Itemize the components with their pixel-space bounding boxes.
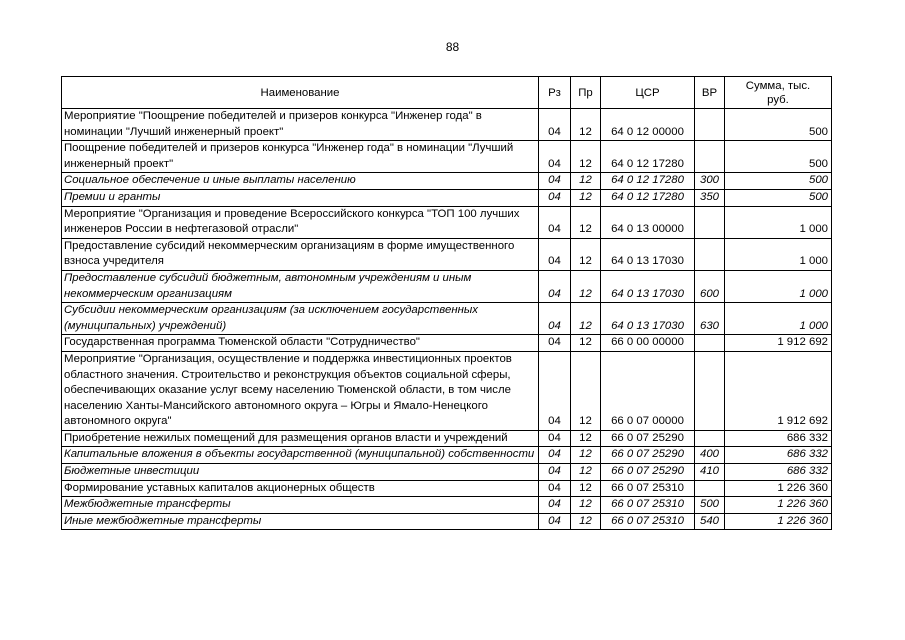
table-row: [62, 109, 832, 141]
row-csr: 64 0 12 00000: [601, 109, 695, 141]
row-vr: 410: [695, 464, 725, 481]
row-rz: 04: [539, 447, 571, 464]
row-sum: 1 000: [725, 303, 832, 335]
row-csr: 64 0 13 17030: [601, 303, 695, 335]
row-pr: 12: [571, 335, 601, 352]
page-number: 88: [445, 40, 460, 54]
row-rz: 04: [539, 206, 571, 238]
row-pr: 12: [571, 303, 601, 335]
row-pr: 12: [571, 497, 601, 514]
row-name: Капитальные вложения в объекты государственной (муниципальной) собственности: [62, 447, 539, 464]
row-name: Поощрение победителей и призеров конкурса "Инженер года" в номинации "Лучший инженерный проект": [62, 141, 539, 173]
row-sum: 500: [725, 109, 832, 141]
row-csr: 64 0 13 17030: [601, 238, 695, 270]
row-csr: 64 0 12 17280: [601, 141, 695, 173]
row-pr: 12: [571, 480, 601, 497]
table-row: [62, 238, 832, 270]
row-sum: 686 332: [725, 464, 832, 481]
row-vr: 600: [695, 270, 725, 302]
row-name: Мероприятие "Организация и проведение Всероссийского конкурса "ТОП 100 лучших инженеров России в нефтегазовой отрасли": [62, 206, 539, 238]
row-sum: 686 332: [725, 447, 832, 464]
row-vr: [695, 351, 725, 430]
row-sum: 1 912 692: [725, 335, 832, 352]
row-vr: [695, 238, 725, 270]
row-rz: 04: [539, 335, 571, 352]
row-rz: 04: [539, 497, 571, 514]
row-rz: 04: [539, 141, 571, 173]
row-name: Премии и гранты: [62, 189, 539, 206]
row-vr: [695, 335, 725, 352]
table-header-row: [62, 77, 832, 109]
table-row: [62, 430, 832, 447]
row-name: Межбюджетные трансферты: [62, 497, 539, 514]
row-vr: 400: [695, 447, 725, 464]
row-rz: 04: [539, 238, 571, 270]
table-row: [62, 141, 832, 173]
row-pr: 12: [571, 206, 601, 238]
row-name: Бюджетные инвестиции: [62, 464, 539, 481]
row-pr: 12: [571, 238, 601, 270]
row-sum: 500: [725, 189, 832, 206]
table-row: [62, 513, 832, 530]
table-row: [62, 189, 832, 206]
row-rz: 04: [539, 270, 571, 302]
row-pr: 12: [571, 513, 601, 530]
table-row: [62, 464, 832, 481]
row-csr: 64 0 12 17280: [601, 189, 695, 206]
row-vr: 630: [695, 303, 725, 335]
row-rz: 04: [539, 173, 571, 190]
row-csr: 66 0 00 00000: [601, 335, 695, 352]
row-name: Предоставление субсидий бюджетным, автономным учреждениям и иным некоммерческим организациям: [62, 270, 539, 302]
row-sum: 1 912 692: [725, 351, 832, 430]
table-row: [62, 497, 832, 514]
row-rz: 04: [539, 189, 571, 206]
row-vr: [695, 109, 725, 141]
row-sum: 500: [725, 141, 832, 173]
row-pr: 12: [571, 447, 601, 464]
row-vr: 350: [695, 189, 725, 206]
row-rz: 04: [539, 464, 571, 481]
row-pr: 12: [571, 430, 601, 447]
row-pr: 12: [571, 270, 601, 302]
row-name: Иные межбюджетные трансферты: [62, 513, 539, 530]
row-rz: 04: [539, 109, 571, 141]
row-name: Мероприятие "Поощрение победителей и призеров конкурса "Инженер года" в номинации "Лучший инженерный проект": [62, 109, 539, 141]
row-vr: [695, 141, 725, 173]
budget-table: [61, 76, 832, 530]
row-name: Мероприятие "Организация, осуществление и поддержка инвестиционных проектов областного значения. Строительство и реконструкция объектов социальной сферы, обеспечивающих оказание услуг всему населению Тюменской области, в том числе населению Ханты-Мансийского автономного округа – Югры и Ямало-Ненецкого автономного округа": [62, 351, 539, 430]
table-row: [62, 173, 832, 190]
row-name: Субсидии некоммерческим организациям (за исключением государственных (муниципальных) учреждений): [62, 303, 539, 335]
row-rz: 04: [539, 351, 571, 430]
table-row: [62, 303, 832, 335]
row-csr: 64 0 13 17030: [601, 270, 695, 302]
row-csr: 66 0 07 25290: [601, 430, 695, 447]
row-csr: 66 0 07 25310: [601, 497, 695, 514]
row-csr: 66 0 07 25290: [601, 464, 695, 481]
row-csr: 66 0 07 25290: [601, 447, 695, 464]
row-name: Государственная программа Тюменской области "Сотрудничество": [62, 335, 539, 352]
table-row: [62, 351, 832, 430]
row-sum: 500: [725, 173, 832, 190]
row-sum: 1 226 360: [725, 480, 832, 497]
row-sum: 1 000: [725, 270, 832, 302]
row-sum: 686 332: [725, 430, 832, 447]
row-pr: 12: [571, 464, 601, 481]
row-name: Формирование уставных капиталов акционерных обществ: [62, 480, 539, 497]
row-vr: [695, 206, 725, 238]
header-pr: Пр: [571, 77, 601, 109]
row-csr: 64 0 13 00000: [601, 206, 695, 238]
row-sum: 1 226 360: [725, 497, 832, 514]
row-sum: 1 000: [725, 238, 832, 270]
row-rz: 04: [539, 480, 571, 497]
row-sum: 1 000: [725, 206, 832, 238]
row-rz: 04: [539, 513, 571, 530]
table-row: [62, 270, 832, 302]
row-vr: [695, 430, 725, 447]
row-csr: 64 0 12 17280: [601, 173, 695, 190]
header-rz: Рз: [539, 77, 571, 109]
row-pr: 12: [571, 351, 601, 430]
row-pr: 12: [571, 109, 601, 141]
table-body: [62, 109, 832, 530]
row-name: Социальное обеспечение и иные выплаты населению: [62, 173, 539, 190]
table-row: [62, 480, 832, 497]
row-pr: 12: [571, 141, 601, 173]
header-name: Наименование: [62, 77, 539, 109]
table-row: [62, 206, 832, 238]
header-vr: ВР: [695, 77, 725, 109]
row-csr: 66 0 07 25310: [601, 513, 695, 530]
table-row: [62, 335, 832, 352]
row-pr: 12: [571, 173, 601, 190]
row-sum: 1 226 360: [725, 513, 832, 530]
table-row: [62, 447, 832, 464]
header-csr: ЦСР: [601, 77, 695, 109]
row-vr: [695, 480, 725, 497]
row-name: Предоставление субсидий некоммерческим организациям в форме имущественного взноса учредителя: [62, 238, 539, 270]
row-csr: 66 0 07 00000: [601, 351, 695, 430]
row-rz: 04: [539, 430, 571, 447]
row-pr: 12: [571, 189, 601, 206]
row-rz: 04: [539, 303, 571, 335]
row-vr: 540: [695, 513, 725, 530]
row-vr: 500: [695, 497, 725, 514]
header-sum: Сумма, тыс. руб.: [725, 77, 832, 109]
row-name: Приобретение нежилых помещений для размещения органов власти и учреждений: [62, 430, 539, 447]
row-vr: 300: [695, 173, 725, 190]
row-csr: 66 0 07 25310: [601, 480, 695, 497]
